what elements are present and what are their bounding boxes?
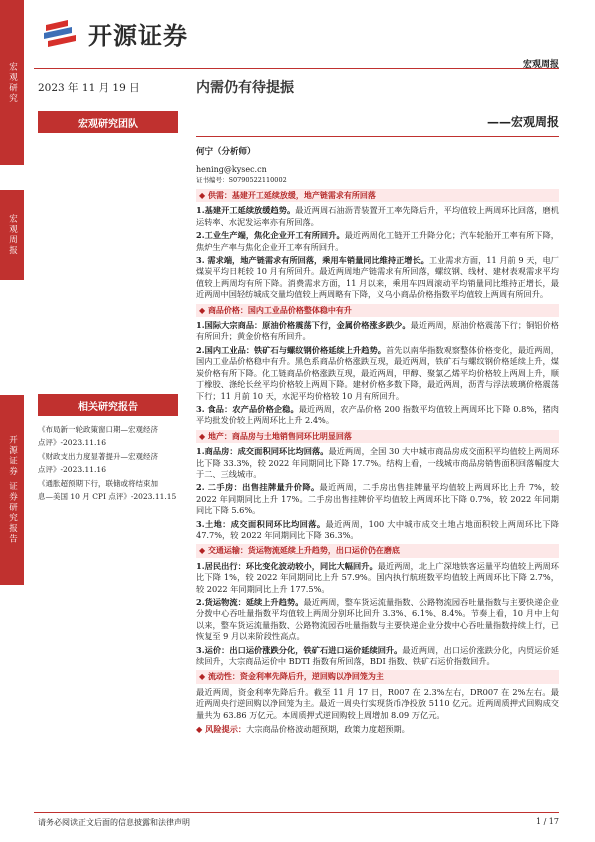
page-title: 内需仍有待提振 <box>196 80 294 96</box>
company-logo <box>42 16 188 51</box>
side-label-mid <box>0 190 24 280</box>
footer-disclaimer: 请务必阅读正文后面的信息披露和法律声明 <box>38 818 190 827</box>
paragraph <box>196 345 559 402</box>
related-report-item[interactable] <box>38 451 188 476</box>
side-label-bottom <box>0 395 24 585</box>
title-rule <box>196 136 559 137</box>
paragraph <box>196 230 559 253</box>
paragraph-text: 首先以南华指数观察整体价格变化，最近两周，国内工业品价格稳中有升。黑色系商品价格涨跌互现，最近两周，铁矿石与螺纹钢价格延续上升，煤炭价格有所下降。化工链商品价格涨跌互现，最近两周，甲醇、聚氯乙烯平均价格较上两周上升，顺丁橡胶、涤纶长丝平均价格较上两周下降。建材价格多数下降，最近两周，沥青与浮法玻璃价格震荡下行；11 月前 10 天，水泥平均价格较 10 月有所回升。 <box>196 344 559 401</box>
paragraph-lead: 3.土地：成交面积同环比均回落。 <box>196 518 326 529</box>
risk-warning <box>196 724 559 735</box>
section-heading: ◆ 地产：商品房与土地销售同环比明显回落 <box>196 430 559 443</box>
paragraph <box>196 255 559 301</box>
side-label-top <box>0 0 24 165</box>
paragraph-lead: 2.工业生产端，焦化企业开工有所回升。 <box>196 230 345 241</box>
page-number: 1 / 17 <box>535 817 559 826</box>
paragraph <box>196 687 559 721</box>
section-heading: ◆ 流动性：资金利率先降后升，逆回购以净回笼为主 <box>196 670 559 683</box>
paragraph-text: 最近两周，北上广深地铁客运量平均值较上两周环比下降 1%，较 2022 年同期同比上升 57.9%。国内执行航班数平均值较上两周环比下降 2.7%，较 2022 年同期同比上升 177.5%。 <box>196 560 559 594</box>
analyst-cert: 证书编号：S0790522110002 <box>196 176 287 184</box>
paragraph-lead: 1.商品房：成交面积同环比均回落。 <box>196 446 329 457</box>
related-reports-list <box>38 424 188 505</box>
report-date: 2023 年 11 月 19 日 <box>38 82 140 94</box>
header-rule <box>34 68 559 69</box>
footer-rule <box>34 812 559 813</box>
related-report-item[interactable] <box>38 478 188 503</box>
paragraph <box>196 482 559 516</box>
related-report-item[interactable] <box>38 424 188 449</box>
paragraph-lead: 3. 食品：农产品价格企稳。 <box>196 403 299 414</box>
related-report-line: 《通胀超预期下行，联储或将结束加 <box>38 479 158 488</box>
related-report-line: 《财政支出力度显著提升—宏观经济 <box>38 452 158 461</box>
side-label-top-text: 宏观研究 <box>7 61 18 104</box>
paragraph-text: 最近两周，二手房出售挂牌量平均值较上两周环比上升 7%，较 2022 年同期同比上升 17%。二手房出售挂牌价平均值较上两周环比下降 0.7%，较 2022 年同期同比下降 5.6%。 <box>196 482 560 516</box>
team-badge: 宏观研究团队 <box>38 111 178 133</box>
paragraph-lead: 2.国内工业品：铁矿石与螺纹钢价格延续上升趋势。 <box>196 344 386 355</box>
paragraph-lead: 2.货运物流：延续上升趋势。 <box>196 597 304 607</box>
paragraph <box>196 320 559 343</box>
risk-label: ◆ 风险提示： <box>196 724 247 735</box>
side-label-mid-text: 宏观周报 <box>7 214 18 256</box>
related-report-line: 息—美国 10 月 CPI 点评》-2023.11.15 <box>38 491 177 501</box>
paragraph <box>196 561 559 595</box>
logo-mark-icon <box>42 17 80 51</box>
paragraph-text: 最近两周，资金利率先降后升。截至 11 月 17 日，R007 在 2.3%左右，DR007 在 2%左右。最近两周央行逆回购以净回笼为主。最近一周央行实现货币净投放 5110 亿元。近两周质押式回购成交量共为 63.86 万亿元。本周质押式逆回购较上周增加 8.09 万亿元。 <box>196 686 559 720</box>
paragraph-text: 最近两周，100 大中城市成交土地占地面积较上两周环比下降 47.7%，较 2022 年同期同比下降 36.3%。 <box>196 518 559 540</box>
risk-text: 大宗商品价格波动超预期，政策力度超预期。 <box>246 724 410 735</box>
paragraph-text: 最近两周化工链开工升降分化；汽车轮胎开工率有所下降，焦炉生产率与焦化企业开工率有所回升。 <box>196 230 559 252</box>
logo-text: 开源证券 <box>88 22 188 50</box>
related-reports-heading: 相关研究报告 <box>38 394 178 416</box>
paragraph-lead: 2. 二手房：出售挂牌量升价降。 <box>196 482 320 493</box>
section-heading: ◆ 供需：基建开工延续放缓，地产链需求有所回落 <box>196 189 559 202</box>
side-label-bottom-text: 开源证券 证券研究报告 <box>7 435 18 545</box>
report-type-label: 宏观周报 <box>522 60 559 70</box>
series-label: ——宏观周报 <box>486 115 559 129</box>
analyst-block <box>196 147 287 186</box>
report-body <box>196 186 559 737</box>
paragraph-text: 最近两周，原油价格震荡下行；铜铝价格有所回升；黄金价格有所回升。 <box>196 320 559 342</box>
paragraph-lead: 1.居民出行：环比变化波动较小，同比大幅回升。 <box>196 560 378 571</box>
analyst-email[interactable]: hening@kysec.cn <box>196 165 267 174</box>
paragraph <box>196 597 559 643</box>
paragraph <box>196 446 559 480</box>
paragraph-text: 最近两周石油沥青装置开工率先降后升，平均值较上两周环比回落，磨机运转率、水泥发运率亦有所回落。 <box>196 205 559 227</box>
paragraph-text: 最近两周，整车货运流量指数、公路物流园吞吐量指数与主要快递企业分拨中心吞吐量指数平均值较上两周分别环比回升 3.3%、6.1%、8.4%。节奏上看，10 月中上旬以来，整车货运流量指数、公路物流园吞吐量指数与主要快递企业分拨中心吞吐量指数持续上行，已恢复至 9 月以来阶段性高点。 <box>196 597 559 642</box>
related-report-line: 点评》-2023.11.16 <box>38 437 106 447</box>
paragraph <box>196 519 559 542</box>
analyst-name: 何宁（分析师） <box>196 147 256 157</box>
paragraph-lead: 3.运价：出口运价涨跌分化，铁矿石进口运价延续回升。 <box>196 644 403 655</box>
paragraph-lead: 1.国际大宗商品：原油价格震荡下行，金属价格涨多跌少。 <box>196 320 411 331</box>
paragraph <box>196 404 559 427</box>
paragraph-lead: 1.基建开工延续放缓趋势。 <box>196 205 296 216</box>
paragraph-lead: 3. 需求端，地产链需求有所回落，乘用车销量同比维持正增长。 <box>196 255 429 266</box>
related-report-line: 点评》-2023.11.16 <box>38 464 106 474</box>
section-heading: ◆ 商品价格：国内工业品价格整体稳中有升 <box>196 304 559 317</box>
paragraph-text: 工业需求方面，11 月前 9 天，电厂煤炭平均日耗较 10 月有所回升。最近两周地产链需求有所回落，螺纹钢、线材、建材表观需求平均值较上两周均有所下降。消费需求方面，11 月以来，乘用车四周滚动平均销量同比维持正增长，最近两周中国轻纺城成交量均值较上两周略有下降，义乌小商品价格指数平均值较上两周有所回升。 <box>196 255 559 300</box>
paragraph-text: 最近两周，农产品价格 200 指数平均值较上两周环比下降 0.8%，猪肉平均批发价较上两周环比上升 2.4%。 <box>196 403 559 426</box>
paragraph-text: 最近两周，出口运价涨跌分化，内贸运价延续回升，大宗商品运价中 BDTI 指数有所回落，BDI 指数、铁矿石运价指数回升。 <box>196 644 559 667</box>
paragraph <box>196 645 559 668</box>
section-heading: ◆ 交通运输：货运物流延续上升趋势，出口运价仍在磨底 <box>196 544 559 557</box>
related-report-line: 《布局新一轮政策窗口期—宏观经济 <box>38 425 158 434</box>
paragraph-text: 最近两周，全国 30 大中城市商品房成交面积平均值较上两周环比下降 33.3%，较 2022 年同期同比下降 17.7%。结构上看，一线城市商品房销售面积回落幅度大于二、三线城市。 <box>196 446 559 479</box>
paragraph <box>196 205 559 228</box>
